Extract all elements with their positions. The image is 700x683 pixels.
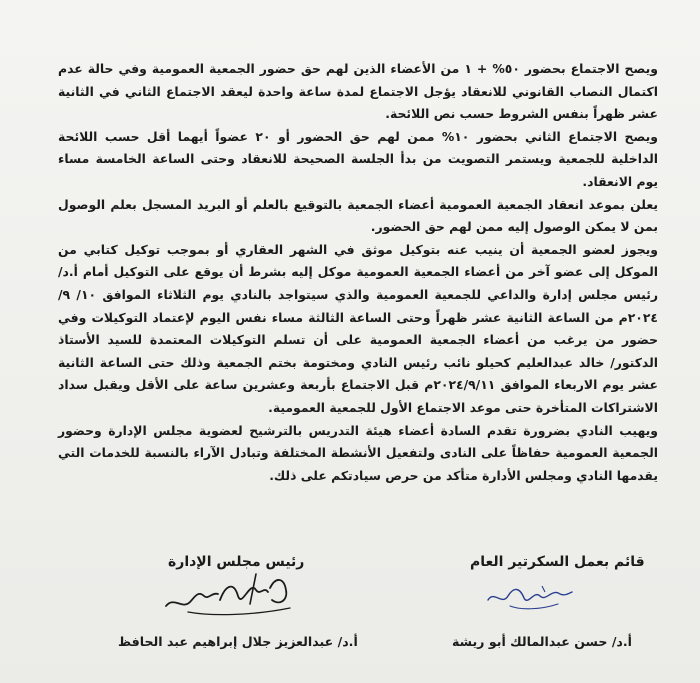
paragraph-proxy: ويجوز لعضو الجمعية أن ينيب عنه بتوكيل موثق في الشهر العقاري أو بموجب توكيل كتابي من الموكل إلى عضو آخر من أعضاء الجمعية العمومية موكل إليه بشرط أن يوقع على التوكيل أمام أ.د/ رئيس مجلس إدارة والداعي للجمعية العمومية والذي سيتواجد بالنادي يوم الثلاثاء الموافق ١٠/ ٩/ ٢٠٢٤م من الساعة الثانية عشر ظهراً وحتى الساعة الثالثة مساء نفس اليوم لإعتماد التوكيلات وفي حضور من يرغب من أعضاء الجمعية العمومية على أن تسلم التوكيلات المعتمدة للسيد الأستاذ الدكتور/ خالد عبدالعليم كحيلو نائب رئيس النادي ومختومة بختم الجمعية وذلك حتى الساعة الثانية عشر يوم الاربعاء الموافق ٢٠٢٤/٩/١١م قبل الاجتماع بأربعة وعشرين ساعة على الأقل ويقبل سداد الاشتراكات المتأخرة حتى موعد الاجتماع الأول للجمعية العمومية. [58, 241, 659, 415]
paragraph-appeal: ويهيب النادي بضرورة تقدم السادة أعضاء هيئة التدريس بالترشيح لعضوية مجلس الإدارة وحضور الجمعية العمومية حفاظاً على النادى ولتفعيل الأنشطة المختلفة وتبادل الآراء بالنسبة للخدمات التي يقدمها النادي ومجلس الأدارة متأكد من حرص سيادتكم على ذلك. [58, 422, 658, 483]
chairman-name: أ.د/ عبدالعزيز جلال إبراهيم عبد الحافظ [118, 634, 358, 649]
paragraph-quorum: ويصح الاجتماع بحضور ٥٠% + ١ من الأعضاء الذين لهم حق حضور الجمعية العمومية وفي حالة عدم اكتمال النصاب القانوني للانعقاد يؤجل الاجتماع لمدة ساعة واحدة ليعقد الاجتماع الثاني في الثانية عشر ظهراً بنفس الشروط حسب نص اللائحة. [58, 61, 658, 122]
chairman-signature [160, 566, 300, 621]
chairman-title: رئيس مجلس الإدارة [168, 554, 305, 570]
paragraph-announcement: يعلن بموعد انعقاد الجمعية العمومية أعضاء الجمعية بالتوقيع بالعلم أو البريد المسجل بعلم الوصول بمن لا يمكن الوصول إليه ممن لهم حق الحضور. [58, 196, 658, 235]
paragraph-second-meeting: ويصح الاجتماع الثاني بحضور ١٠% ممن لهم حق الحضور أو ٢٠ عضواً أيهما أقل حسب اللائحة الداخلية للجمعية ويستمر التصويت من بدأ الجلسة الصحيحة للانعقاد وحتى الساعة الخامسة مساء يوم الانعقاد. [58, 128, 658, 189]
signature-block [0, 548, 700, 683]
secretary-name: أ.د/ حسن عبدالمالك أبو ريشة [452, 634, 632, 649]
secretary-signature [480, 576, 575, 616]
secretary-title: قائم بعمل السكرتير العام [470, 554, 645, 570]
document-body [58, 58, 658, 487]
